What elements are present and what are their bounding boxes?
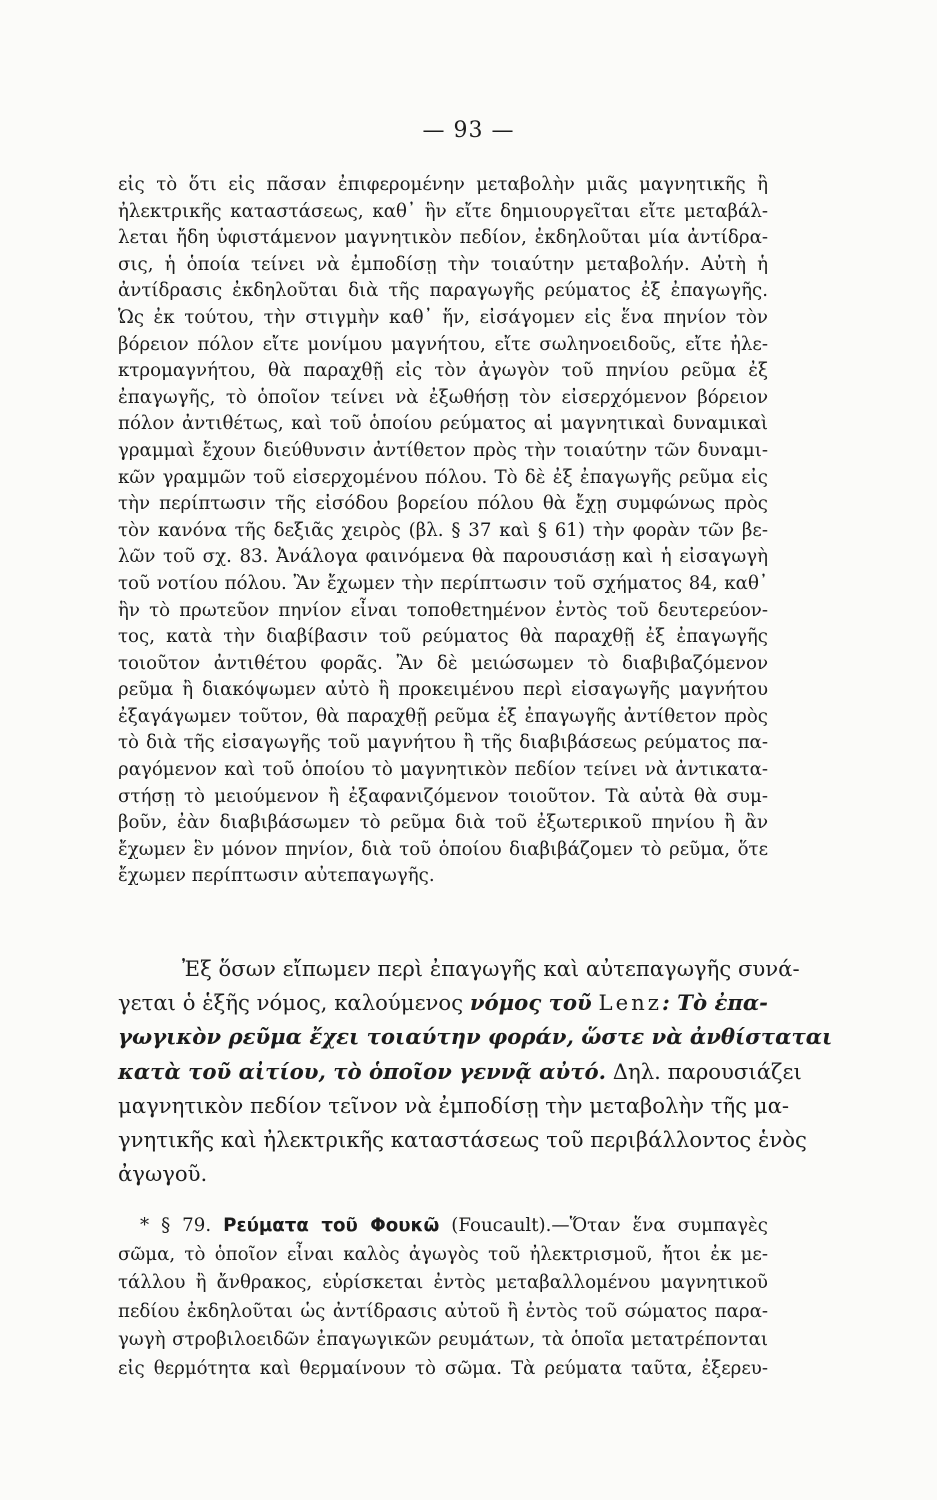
text-line: τάλλου ἢ ἄνθρακος, εὑρίσκεται ἐντὸς μεταβαλλομένου μαγνητικοῦ (118, 1272, 768, 1294)
text-line: κῶν γραμμῶν τοῦ εἰσερχομένου πόλου. Τὸ δὲ ἐξ ἐπαγωγῆς ρεῦμα εἰς (118, 466, 768, 488)
page-number: — 93 — (422, 118, 515, 143)
paragraph-2 (118, 952, 833, 1191)
text-line: γραμμαὶ ἔχουν διεύθυνσιν ἀντίθετον πρὸς τὴν τοιαύτην τῶν δυναμι- (118, 439, 768, 461)
law-name: νόμος τοῦ (469, 990, 592, 1016)
text-line: λεται ἤδη ὑφιστάμενον μαγνητικὸν πεδίον, ἐκδηλοῦται μία ἀντίδρα- (118, 227, 768, 249)
section-heading-line (118, 1212, 768, 1241)
text-line (118, 986, 768, 1020)
paragraph-1 (118, 172, 768, 890)
text-line: ἐπαγωγῆς, τὸ ὁποῖον τείνει νὰ ἐξωθήσῃ τὸν εἰσερχόμενον βόρειον (118, 386, 768, 408)
text-line: βοῦν, ἐὰν διαβιβάσωμεν τὸ ρεῦμα διὰ τοῦ ἐξωτερικοῦ πηνίου ἢ ἂν (118, 812, 768, 834)
section-title: Ρεύματα τοῦ Φουκῶ (223, 1215, 440, 1236)
text-line: τὸ διὰ τῆς εἰσαγωγῆς τοῦ μαγνήτου ἢ τῆς διαβιβάσεως ρεύματος πα- (118, 732, 768, 754)
text-line (118, 952, 800, 986)
section-number: * § 79. (140, 1215, 212, 1236)
text-line: ἔχωμεν ἓν μόνον πηνίον, διὰ τοῦ ὁποίου διαβιβάζομεν τὸ ρεῦμα, ὅτε (118, 838, 768, 860)
text-line: ἀγωγοῦ. (118, 1161, 208, 1187)
text-line: ἣν τὸ πρωτεῦον πηνίον εἶναι τοποθετημένον ἐντὸς τοῦ δευτερεύον- (118, 599, 768, 621)
text-line: πεδίου ἐκδηλοῦται ὡς ἀντίδρασις αὐτοῦ ἢ ἐντὸς τοῦ σώματος παρα- (118, 1300, 768, 1322)
text-run: γεται ὁ ἑξῆς νόμος, καλούμενος (118, 990, 464, 1016)
paragraph-3 (118, 1212, 768, 1384)
text-run: (Foucault).—Ὅταν ἕνα συμπαγὲς (451, 1215, 768, 1236)
text-line: ραγόμενον καὶ τοῦ ὁποίου τὸ μαγνητικὸν πεδίον τείνει νὰ ἀντικατα- (118, 759, 768, 781)
text-line: πόλον ἀντιθέτως, καὶ τοῦ ὁποίου ρεύματος αἱ μαγνητικαὶ δυναμικαὶ (118, 413, 768, 435)
text-line: ἠλεκτρικῆς καταστάσεως, καθ᾽ ἣν εἴτε δημιουργεῖται εἴτε μεταβάλ- (118, 200, 768, 222)
text-line: Ὡς ἐκ τούτου, τὴν στιγμὴν καθ᾽ ἥν, εἰσάγομεν εἰς ἕνα πηνίον τὸν (118, 306, 768, 328)
text-line: γωγὴ στροβιλοειδῶν ἐπαγωγικῶν ρευμάτων, τὰ ὁποῖα μετατρέπονται (118, 1329, 768, 1351)
text-line: ρεῦμα ἢ διακόψωμεν αὐτὸ ἢ προκειμένου περὶ εἰσαγωγῆς μαγνήτου (118, 679, 768, 701)
text-line: στήσῃ τὸ μειούμενον ἢ ἐξαφανιζόμενον τοιοῦτον. Τὰ αὐτὰ θὰ συμ- (118, 785, 768, 807)
text-line: ἔχωμεν περίπτωσιν αὐτεπαγωγῆς. (118, 865, 435, 887)
text-line: γνητικῆς καὶ ἠλεκτρικῆς καταστάσεως τοῦ περιβάλλοντος ἑνὸς (118, 1126, 807, 1152)
text-line: τος, κατὰ τὴν διαβίβασιν τοῦ ρεύματος θὰ παραχθῇ ἐξ ἐπαγωγῆς (118, 626, 768, 648)
text-line: ἀντίδρασις ἐκδηλοῦται διὰ τῆς παραγωγῆς ρεύματος ἐξ ἐπαγωγῆς. (118, 280, 768, 302)
law-statement: : Τὸ ἐπα- (661, 990, 768, 1016)
text-line: τοῦ νοτίου πόλου. Ἂν ἔχωμεν τὴν περίπτωσιν τοῦ σχήματος 84, καθ᾽ (118, 572, 768, 594)
text-line: βόρειον πόλον εἴτε μονίμου μαγνήτου, εἴτε σωληνοειδοῦς, εἴτε ἠλε- (118, 333, 768, 355)
text-run: Δηλ. παρουσιάζει (612, 1058, 802, 1084)
law-statement: κατὰ τοῦ αἰτίου, τὸ ὁποῖον γεννᾷ αὐτό. (118, 1058, 606, 1084)
law-statement: γωγικὸν ρεῦμα ἔχει τοιαύτην φοράν, ὥστε νὰ ἀνθίσταται (118, 1024, 833, 1050)
text-line (118, 1055, 802, 1089)
text-line: τὴν περίπτωσιν τῆς εἰσόδου βορείου πόλου θὰ ἔχῃ συμφώνως πρὸς (118, 493, 768, 515)
text-run: Ἐξ ὅσων εἴπωμεν περὶ ἐπαγωγῆς καὶ αὐτεπαγωγῆς συνά- (182, 956, 800, 981)
text-line: τοιοῦτον ἀντιθέτου φορᾶς. Ἂν δὲ μειώσωμεν τὸ διαβιβαζόμενον (118, 652, 768, 674)
text-line: λῶν τοῦ σχ. 83. Ἀνάλογα φαινόμενα θὰ παρουσιάσῃ καὶ ἡ εἰσαγωγὴ (118, 546, 768, 568)
text-line: εἰς τὸ ὅτι εἰς πᾶσαν ἐπιφερομένην μεταβολὴν μιᾶς μαγνητικῆς ἢ (118, 174, 768, 195)
text-line: ἐξαγάγωμεν τοῦτον, θὰ παραχθῇ ρεῦμα ἐξ ἐπαγωγῆς ἀντίθετον πρὸς (118, 705, 768, 727)
lenz-name: Lenz (598, 990, 662, 1016)
text-line: σις, ἡ ὁποία τείνει νὰ ἐμποδίσῃ τὴν τοιαύτην μεταβολήν. Αὐτὴ ἡ (118, 253, 768, 275)
text-line: τὸν κανόνα τῆς δεξιᾶς χειρὸς (βλ. § 37 καὶ § 61) τὴν φορὰν τῶν βε- (118, 519, 768, 541)
text-line: σῶμα, τὸ ὁποῖον εἶναι καλὸς ἀγωγὸς τοῦ ἠλεκτρισμοῦ, ἤτοι ἐκ με- (118, 1243, 768, 1265)
text-line: μαγνητικὸν πεδίον τεῖνον νὰ ἐμποδίσῃ τὴν μεταβολὴν τῆς μα- (118, 1092, 790, 1118)
text-line: εἰς θερμότητα καὶ θερμαίνουν τὸ σῶμα. Τὰ ρεύματα ταῦτα, ἐξερευ- (118, 1357, 768, 1379)
text-line: κτρομαγνήτου, θὰ παραχθῇ εἰς τὸν ἀγωγὸν τοῦ πηνίου ρεῦμα ἐξ (118, 360, 768, 382)
